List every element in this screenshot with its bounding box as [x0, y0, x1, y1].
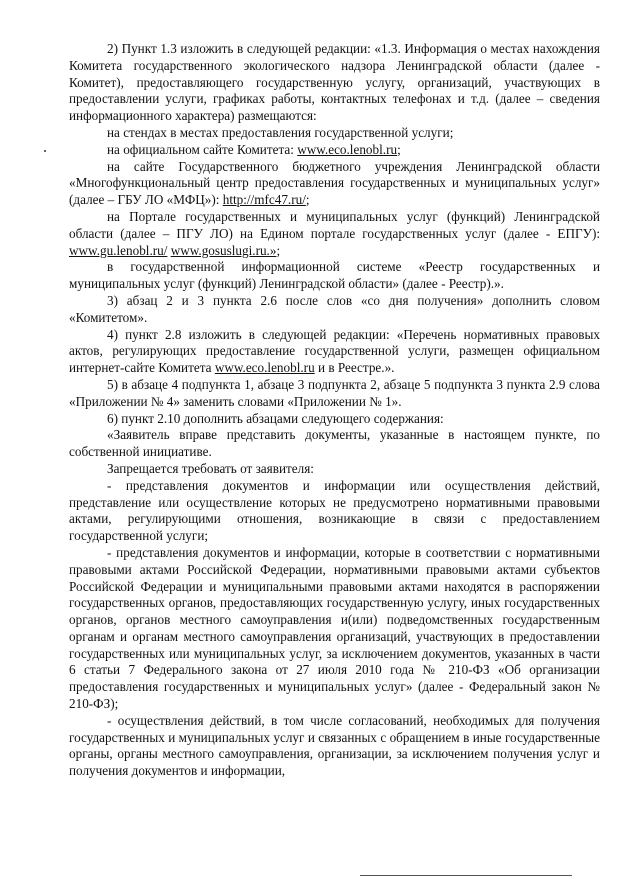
paragraph-item-6: 6) пункт 2.10 дополнить абзацами следующего содержания:: [107, 410, 444, 426]
paragraph-registry: в государственной информационной системе «Реестр государственных и муниципальных услуг (функций) Ленинградской области» (далее - Реестр).».: [69, 259, 600, 292]
paragraph-prohibited-3: - осуществления действий, в том числе согласований, необходимых для получения государственных и муниципальных услуг и связанных с обращением в иные государственные органы, органы местного самоуправления, организации, за исключением получения услуг и получения документов и информации,: [69, 712, 600, 779]
paragraph-item-4: 4) пункт 2.8 изложить в следующей редакции: «Перечень нормативных правовых актов, регулирующих предоставление государственной услуги, размещен официальном интернет-сайте Комитета www.eco.lenobl.ru и в Реестре.».: [69, 326, 600, 376]
paragraph-committee-site: на официальном сайте Комитета: www.eco.lenobl.ru;: [107, 141, 401, 157]
paragraph-prohibited-1: - представления документов и информации или осуществления действий, представление или осуществление которых не предусмотрено нормативными правовыми актами, регулирующими отношения, возникающие в связи с предоставлением государственной услуги;: [69, 477, 600, 544]
paragraph-item-3: 3) абзац 2 и 3 пункта 2.6 после слов «со дня получения» дополнить словом «Комитетом».: [69, 292, 600, 325]
committee-site-link-2[interactable]: www.eco.lenobl.ru: [214, 360, 315, 376]
gu-lenobl-link[interactable]: www.gu.lenobl.ru/: [69, 242, 168, 258]
committee-site-link[interactable]: www.eco.lenobl.ru: [297, 141, 398, 157]
paragraph-portal: на Портале государственных и муниципальных услуг (функций) Ленинградской области (далее – ПГУ ЛО) на Едином портале государственных услуг (далее - ЕПГУ): www.gu.lenobl.ru/ www.gosuslugi.ru.»;: [69, 208, 600, 258]
paragraph-mfc-site: на сайте Государственного бюджетного учреждения Ленинградской области «Многофункциональный центр предоставления государственных и муниципальных услуг» (далее – ГБУ ЛО «МФЦ»): http://mfc47.ru/;: [69, 158, 600, 208]
paragraph-item-5: 5) в абзаце 4 подпункта 1, абзаце 3 подпункта 2, абзаце 5 подпункта 3 пункта 2.9 слова «Приложении № 4» заменить словами «Приложении № 1».: [69, 376, 600, 409]
paragraph-item-2: 2) Пункт 1.3 изложить в следующей редакции: «1.3. Информация о местах нахождения Комитета государственного экологического надзора Ленинградской области (далее - Комитет), предоставляющего государственную услугу, организаций, участвующих в предоставлении услуги, графиках работы, контактных телефонах и т.д. (далее – сведения информационного характера) размещаются:: [69, 41, 600, 124]
paragraph-applicant-right: «Заявитель вправе представить документы, указанные в настоящем пункте, по собственной инициативе.: [69, 427, 600, 460]
paragraph-prohibited-2: - представления документов и информации, которые в соответствии с нормативными правовыми актами Российской Федерации, нормативными правовыми актами субъектов Российской Федерации и муниципальными правовыми актами находятся в распоряжении государственных органов, предоставляющих государственную услугу, иных государственных органов, органов местного самоуправления и(или) подведомственных государственным органам и органам местного самоуправления организаций, участвующих в предоставлении государственных или муниципальных услуг, за исключением документов, указанных в части 6 статьи 7 Федерального закона от 27 июля 2010 года № 210-ФЗ «Об организации предоставления государственных и муниципальных услуг» (далее - Федеральный закон № 210-ФЗ);: [69, 544, 600, 712]
gosuslugi-link[interactable]: www.gosuslugi.ru.»: [170, 242, 277, 258]
mfc-site-link[interactable]: http://mfc47.ru/: [222, 192, 306, 208]
bottom-divider: [360, 875, 572, 876]
paragraph-prohibited: Запрещается требовать от заявителя:: [107, 460, 314, 476]
paragraph-stands: на стендах в местах предоставления государственной услуги;: [107, 124, 454, 140]
scan-speck: [44, 150, 46, 152]
